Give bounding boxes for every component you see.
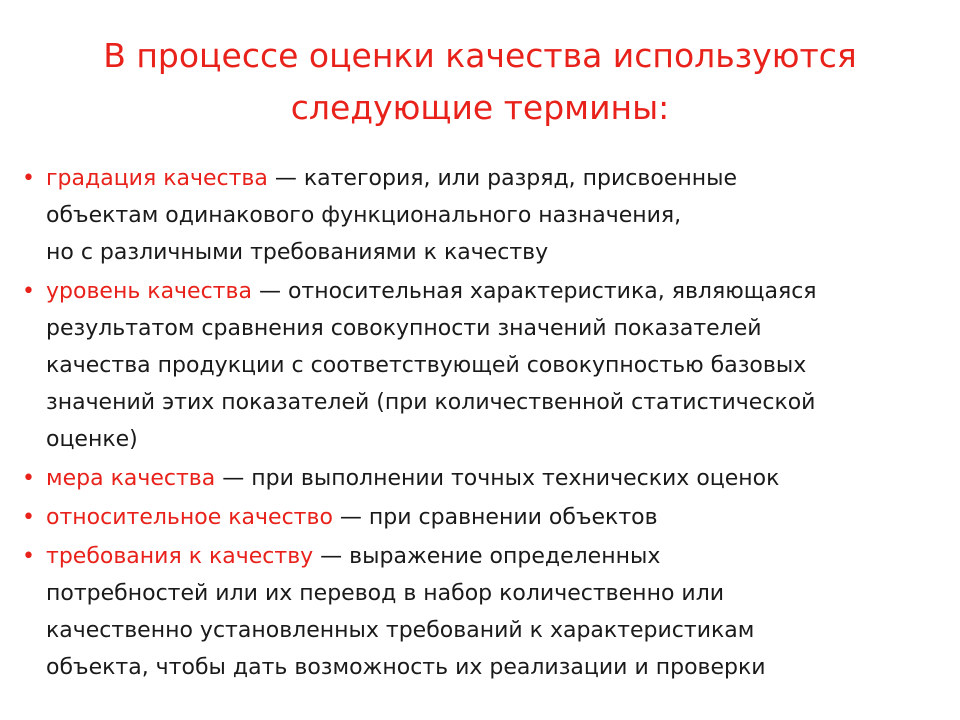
list-item bbox=[10, 538, 930, 686]
bullet-icon: • bbox=[22, 544, 35, 569]
definition-text: — выражение определенных bbox=[313, 544, 661, 569]
item-line bbox=[46, 538, 930, 575]
item-line: качества продукции с соответствующей совокупностью базовых bbox=[46, 353, 807, 378]
item-line: значений этих показателей (при количественной статистической bbox=[46, 390, 816, 415]
bullet-icon: • bbox=[22, 166, 35, 191]
bullet-icon: • bbox=[22, 466, 35, 491]
item-line bbox=[46, 273, 930, 310]
item-line: но с различными требованиями к качеству bbox=[46, 240, 549, 265]
list-item bbox=[10, 460, 930, 497]
list-item bbox=[10, 160, 930, 271]
definition-text: — при сравнении объектов bbox=[332, 505, 658, 530]
terms-list bbox=[10, 160, 930, 688]
bullet-icon: • bbox=[22, 505, 35, 530]
item-line: объектам одинакового функционального назначения, bbox=[46, 203, 682, 228]
item-line: результатом сравнения совокупности значений показателей bbox=[46, 316, 762, 341]
item-line: качественно установленных требований к характеристикам bbox=[46, 618, 755, 643]
term-label: уровень качества bbox=[46, 279, 252, 304]
list-item bbox=[10, 499, 930, 536]
bullet-icon: • bbox=[22, 279, 35, 304]
item-line: оценке) bbox=[46, 427, 138, 452]
term-label: градация качества bbox=[46, 166, 268, 191]
item-line bbox=[46, 499, 930, 536]
slide-title bbox=[40, 30, 920, 134]
definition-text: — при выполнении точных технических оценок bbox=[215, 466, 780, 491]
item-line bbox=[46, 160, 930, 197]
slide-title-line-2: следующие термины: bbox=[290, 88, 670, 127]
item-line bbox=[46, 460, 930, 497]
term-label: относительное качество bbox=[46, 505, 333, 530]
term-label: мера качества bbox=[46, 466, 216, 491]
definition-text: — категория, или разряд, присвоенные bbox=[267, 166, 738, 191]
item-line: объекта, чтобы дать возможность их реализации и проверки bbox=[46, 655, 766, 680]
slide-title-line-1: В процессе оценки качества используются bbox=[103, 36, 857, 75]
definition-text: — относительная характеристика, являющаяся bbox=[251, 279, 817, 304]
list-item bbox=[10, 273, 930, 458]
term-label: требования к качеству bbox=[46, 544, 314, 569]
item-line: потребностей или их перевод в набор количественно или bbox=[46, 581, 725, 606]
